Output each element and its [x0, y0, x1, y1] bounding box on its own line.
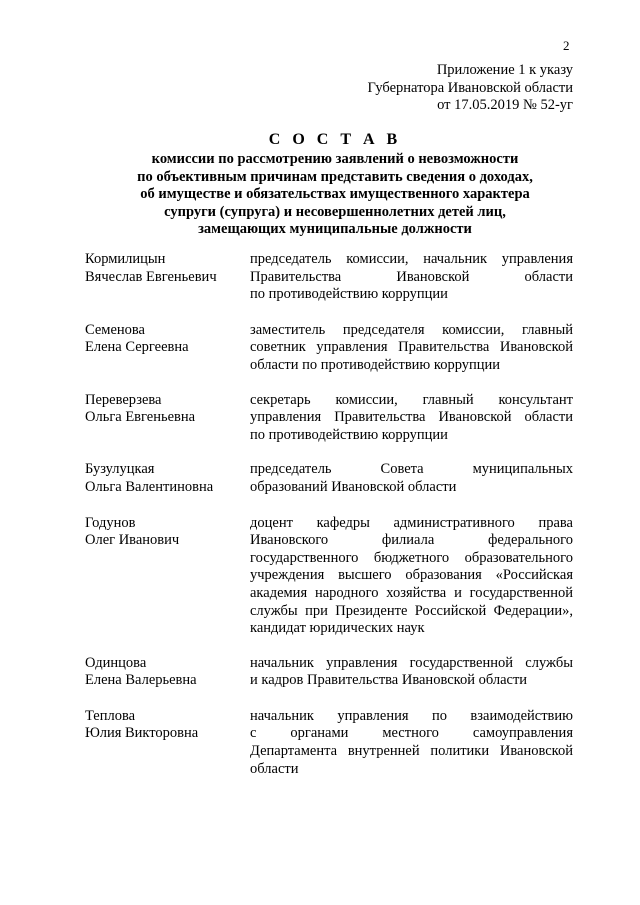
member-role — [250, 655, 573, 690]
role-line: с органами местного самоуправления — [250, 725, 573, 742]
member-name — [85, 392, 250, 445]
document-title — [90, 130, 580, 239]
title-heading: С О С Т А В — [268, 131, 402, 148]
role-line: советник управления Правительства Ивановской — [250, 339, 573, 356]
appendix-line: от 17.05.2019 № 52-уг — [437, 97, 573, 113]
role-line: академия народного хозяйства и государственной — [250, 584, 573, 601]
member-surname: Теплова — [85, 707, 136, 724]
role-line: государственного бюджетного образовательного — [250, 549, 573, 566]
member-surname: Семенова — [85, 321, 145, 338]
role-line: начальник управления государственной службы — [250, 654, 573, 671]
member-entry — [85, 461, 575, 496]
member-surname: Бузулуцкая — [85, 461, 155, 478]
members-list — [85, 251, 575, 778]
member-entry — [85, 392, 575, 445]
member-name — [85, 322, 250, 375]
member-surname: Годунов — [85, 514, 136, 531]
member-name — [85, 461, 250, 496]
role-line: области — [250, 760, 299, 777]
member-entry — [85, 655, 575, 690]
role-line: начальник управления по взаимодействию — [250, 707, 573, 724]
role-line: Правительства Ивановской области — [250, 268, 573, 285]
appendix-header — [313, 62, 573, 115]
role-line: председатель Совета муниципальных — [250, 461, 573, 478]
appendix-line: Приложение 1 к указу — [436, 62, 573, 78]
member-role — [250, 392, 573, 445]
member-name — [85, 515, 250, 638]
member-name — [85, 708, 250, 778]
member-entry — [85, 251, 575, 304]
role-line: учреждения высшего образования «Российская — [250, 567, 573, 584]
role-line: Департамента внутренней политики Ивановской — [250, 743, 573, 760]
title-line: замещающих муниципальные должности — [198, 221, 472, 238]
member-name — [85, 655, 250, 690]
title-line: комиссии по рассмотрению заявлений о невозможности — [151, 151, 519, 167]
member-entry — [85, 515, 575, 638]
member-name — [85, 251, 250, 304]
member-given-name: Ольга Евгеньевна — [85, 409, 196, 426]
member-given-name: Елена Валерьевна — [85, 672, 197, 689]
role-line: области по противодействию коррупции — [250, 356, 501, 373]
member-surname: Одинцова — [85, 654, 147, 671]
member-role — [250, 322, 573, 375]
role-line: секретарь комиссии, главный консультант — [250, 391, 573, 408]
member-given-name: Елена Сергеевна — [85, 339, 189, 356]
role-line: доцент кафедры административного права — [250, 514, 573, 531]
role-line: по противодействию коррупции — [250, 286, 448, 303]
role-line: и кадров Правительства Ивановской области — [250, 672, 528, 689]
member-role — [250, 251, 573, 304]
role-line: заместитель председателя комиссии, главный — [250, 321, 573, 338]
title-line: по объективным причинам представить сведения о доходах, — [137, 168, 533, 185]
role-line: управления Правительства Ивановской области — [250, 409, 573, 426]
role-line: службы при Президенте Российской Федерации», — [250, 602, 573, 619]
member-surname: Переверзева — [85, 391, 162, 408]
member-role — [250, 515, 573, 638]
role-line: Ивановского филиала федерального — [250, 532, 573, 549]
member-role — [250, 708, 573, 778]
role-line: образований Ивановской области — [250, 478, 457, 495]
role-line: по противодействию коррупции — [250, 426, 448, 443]
member-given-name: Олег Иванович — [85, 532, 180, 549]
title-line: об имуществе и обязательствах имущественного характера — [140, 186, 530, 203]
member-given-name: Юлия Викторовна — [85, 725, 199, 742]
role-line: кандидат юридических наук — [250, 620, 425, 637]
member-surname: Кормилицын — [85, 251, 166, 267]
title-line: супруги (супруга) и несовершеннолетних детей лиц, — [164, 203, 506, 220]
member-given-name: Ольга Валентиновна — [85, 478, 214, 495]
page-number: 2 — [563, 38, 570, 53]
appendix-line: Губернатора Ивановской области — [367, 79, 573, 96]
role-line: председатель комиссии, начальник управления — [250, 251, 573, 267]
member-entry — [85, 322, 575, 375]
member-given-name: Вячеслав Евгеньевич — [85, 268, 217, 285]
member-entry — [85, 708, 575, 778]
member-role — [250, 461, 573, 496]
